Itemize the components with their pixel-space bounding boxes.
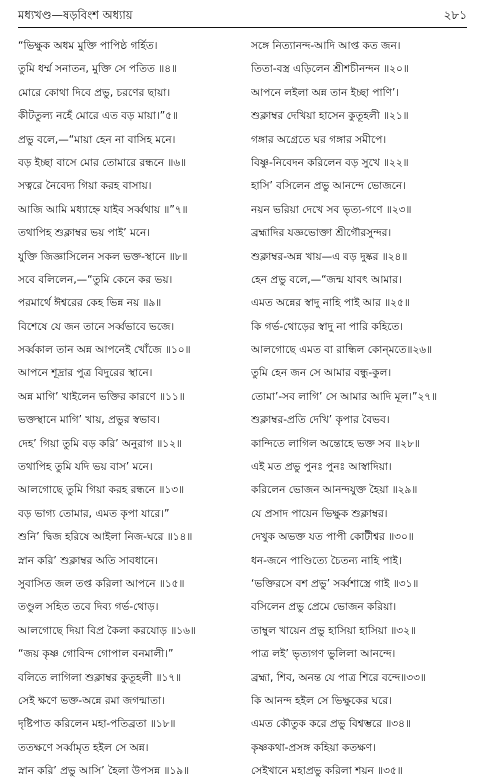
verse-line: মোরে কোথা দিবে প্রভু, চরণের ছায়া। [18,86,171,99]
verse-line: ব্রহ্মাদির যজ্ঞভোক্তা শ্রীগৌরসুন্দর। [251,227,392,240]
verse-line: বিশেষে যে জন তানে সর্ব্বভাবে ভজে। [18,320,175,333]
verse-line: বিষ্ণু-নিবেদন করিলেন বড় সুখে ॥২২॥ [251,156,409,169]
verse-line: সেই ক্ষণে ভক্ত-অন্নে রমা জগন্মাতা। [18,694,165,707]
verse-line: তথাপিহ শুক্লাম্বর ভয় পাই’ মনে। [18,227,151,240]
verse-line: এমত কৌতুক করে প্রভু বিশ্বম্ভরে ॥৩৪॥ [251,718,411,731]
verse-line: সর্ব্বকাল তান অন্ন আপনেই খোঁজে ॥১০॥ [18,344,191,357]
verse-line: করিলেন ভোজন আনন্দযুক্ত হৈয়া ॥২৯॥ [251,484,418,497]
verse-line: যে প্রসাদ পায়েন ভিক্ষুক শুক্লাম্বর। [251,507,388,520]
verse-line: আলগোছে দিয়া বিপ্র কৈলা করযোড় ॥১৬॥ [18,624,196,637]
verse-line: শুক্লাম্বর-অন্ন খায়—এ বড় দুষ্কর ॥২৪॥ [251,250,408,263]
verse-line: তণ্ডুল সহিত তবে দিব্য গর্ভ-থোড়। [18,601,159,614]
verse-line: “ভিক্ষুক অধম মুক্তি পাপিষ্ঠ গর্হিত। [18,40,158,52]
verse-line: এই মত প্রভু পুনঃ পুনঃ আস্বাদিয়া। [251,461,392,474]
verse-line: তুমি ধর্ম্ম সনাতন, মুক্তি সে পতিত ॥৪॥ [18,63,177,76]
left-verse-column [18,35,238,784]
verse-line: তুমি হেন জন সে আমার বন্ধু-কুল। [251,367,392,380]
verse-line: দেহ’ গিয়া তুমি বড় করি’ অনুরাগ ॥১২॥ [18,437,182,450]
verse-line: যুক্তি জিজ্ঞাসিলেন সকল ভক্ত-স্থানে ॥৮॥ [18,250,188,263]
verse-line: সঙ্গে নিত্যানন্দ-আদি আপ্ত কত জন। [251,40,401,52]
right-verse-column [251,35,471,784]
verse-line: “জয় কৃষ্ণ গোবিন্দ গোপাল বনমালী।” [18,648,174,661]
verse-line: স্নান করি’ শুক্লাম্বর অতি সাবধানে। [18,554,159,567]
verse-line: দেখুক অভক্ত যত পাপী কোটীশ্বর ॥৩০॥ [251,531,414,544]
verse-line: কি আনন্দ হইল সে ভিক্ষুকের ঘরে। [251,694,392,707]
verse-line: সত্বরে নৈবেদ্য গিয়া করহ বাসায়। [18,180,152,193]
verse-line: স্নান করি’ প্রভু আসি’ হৈলা উপসন্ন ॥১৯॥ [18,765,190,778]
verse-line: তথাপিহ তুমি যদি ভয় বাস’ মনে। [18,461,153,474]
verse-line: আলগোছে তুমি গিয়া করহ রন্ধনে ॥১৩॥ [18,484,185,497]
verse-line: নয়ন ভরিয়া দেখে সব ভৃত্য-গণে ॥২৩॥ [251,203,412,216]
verse-line: ভক্তস্থানে মাগি’ খায়, প্রভুর স্বভাব। [18,414,160,427]
verse-line: শুনি’ দ্বিজ হরিষে আইলা নিজ-ঘরে ॥১৪॥ [18,531,193,544]
verse-line: ধন-জনে পাণ্ডিত্যে চৈতন্য নাহি পাই। [251,554,402,567]
verse-line: ব্রহ্মা, শিব, অনন্ত যে পাত্র শিরে বন্দে॥৩৩॥ [251,671,426,684]
verse-line: আপনে শূদ্রার পুত্র বিদুরের স্থানে। [18,367,153,380]
verse-line: কীটতুল্য নহেঁ মোরে এত বড় মায়া।”৫॥ [18,110,178,123]
verse-line: আলগোছে এমত বা রান্ধিল কোন্‌মতে॥২৬॥ [251,344,433,357]
verse-line: হাসি’ বসিলেন প্রভু আনন্দে ভোজনে। [251,180,406,193]
verse-line: বলিতে লাগিলা শুক্লাম্বর কুতূহলী ॥১৭॥ [18,671,182,684]
verse-line: তোমা’-সব লাগি’ সে আমার আদি মূল।”২৭॥ [251,390,438,403]
verse-line: সবে বলিলেন,—“তুমি কেনে কর ভয়। [18,273,173,286]
verse-line: তিতা-বস্ত্র এড়িলেন শ্রীশচীনন্দন ॥২০॥ [251,63,409,76]
verse-line: বড় ভাগ্য তোমার, এমত কৃপা যারে।” [18,507,170,520]
verse-line: সেইখানে মহাপ্রভু করিলা শয়ন ॥৩৫॥ [251,765,403,778]
verse-line: ততক্ষণে সর্ব্বামৃত হইল সে অন্ন। [18,741,149,754]
page-number: ২৮১ [443,8,467,22]
verse-line: এমত অন্নের স্বাদু নাহি পাই আর ॥২৫॥ [251,297,410,310]
header-rule [18,27,467,28]
running-title: মধ্যখণ্ড—ষড়বিংশ অধ্যায় [18,8,133,22]
verse-line: ‘ভক্তিরসে বশ প্রভু’ সর্ব্বশাস্ত্রে গাই ॥৩১॥ [251,577,419,590]
verse-line: পরমার্থে ঈশ্বরের কেহ ভিন্ন নয় ॥৯॥ [18,297,162,310]
verse-line: শুক্লাম্বর-প্রতি দেখি’ কৃপার বৈভব। [251,414,390,427]
page-header [18,6,467,24]
verse-line: সুবাসিত জল তপ্ত করিলা আপনে ॥১৫॥ [18,577,185,590]
verse-line: বড় ইচ্ছা বাসে মোর তোমারে রন্ধনে ॥৬॥ [18,156,187,169]
verse-line: অন্ন মাগি’ খাইলেন ভক্তির কারণে ॥১১॥ [18,390,185,403]
verse-line: কি গর্ভ-থোড়ের স্বাদু না পারি কহিতে। [251,320,404,333]
verse-line: তাম্বুল খায়েন প্রভু হাসিয়া হাসিয়া ॥৩২॥ [251,624,416,637]
verse-line: আপনে লইলা অন্ন তান ইচ্ছা পাণি’। [251,86,400,99]
verse-line: গঙ্গার অগ্রেতে ঘর গঙ্গার সমীপে। [251,133,387,146]
verse-line: আজি আমি মধ্যাহ্নে যাইব সর্ব্বথায় ॥”৭॥ [18,203,188,216]
verse-line: কৃষ্ণকথা-প্রসঙ্গ কহিয়া কতক্ষণ। [251,741,376,754]
verse-line: শুক্লাম্বর দেখিয়া হাসেন কুতূহলী ॥২১॥ [251,110,409,123]
verse-line: বসিলেন প্রভু প্রেমে ভোজন করিয়া। [251,601,397,614]
verse-line: প্রভু বলে,—“মায়া হেন না বাসিহ মনে। [18,133,176,146]
verse-line: দৃষ্টিপাত করিলেন মহা-পতিব্রতা ॥১৮॥ [18,718,176,731]
verse-line: হেন প্রভু বলে,—“জন্ম যাবৎ আমার। [251,273,402,286]
verse-line: পাত্র লই’ ভৃত্যগণ ভুলিলা আনন্দে। [251,648,396,661]
verse-line: কান্দিতে লাগিল অন্তোহে ভক্ত সব ॥২৮॥ [251,437,420,450]
